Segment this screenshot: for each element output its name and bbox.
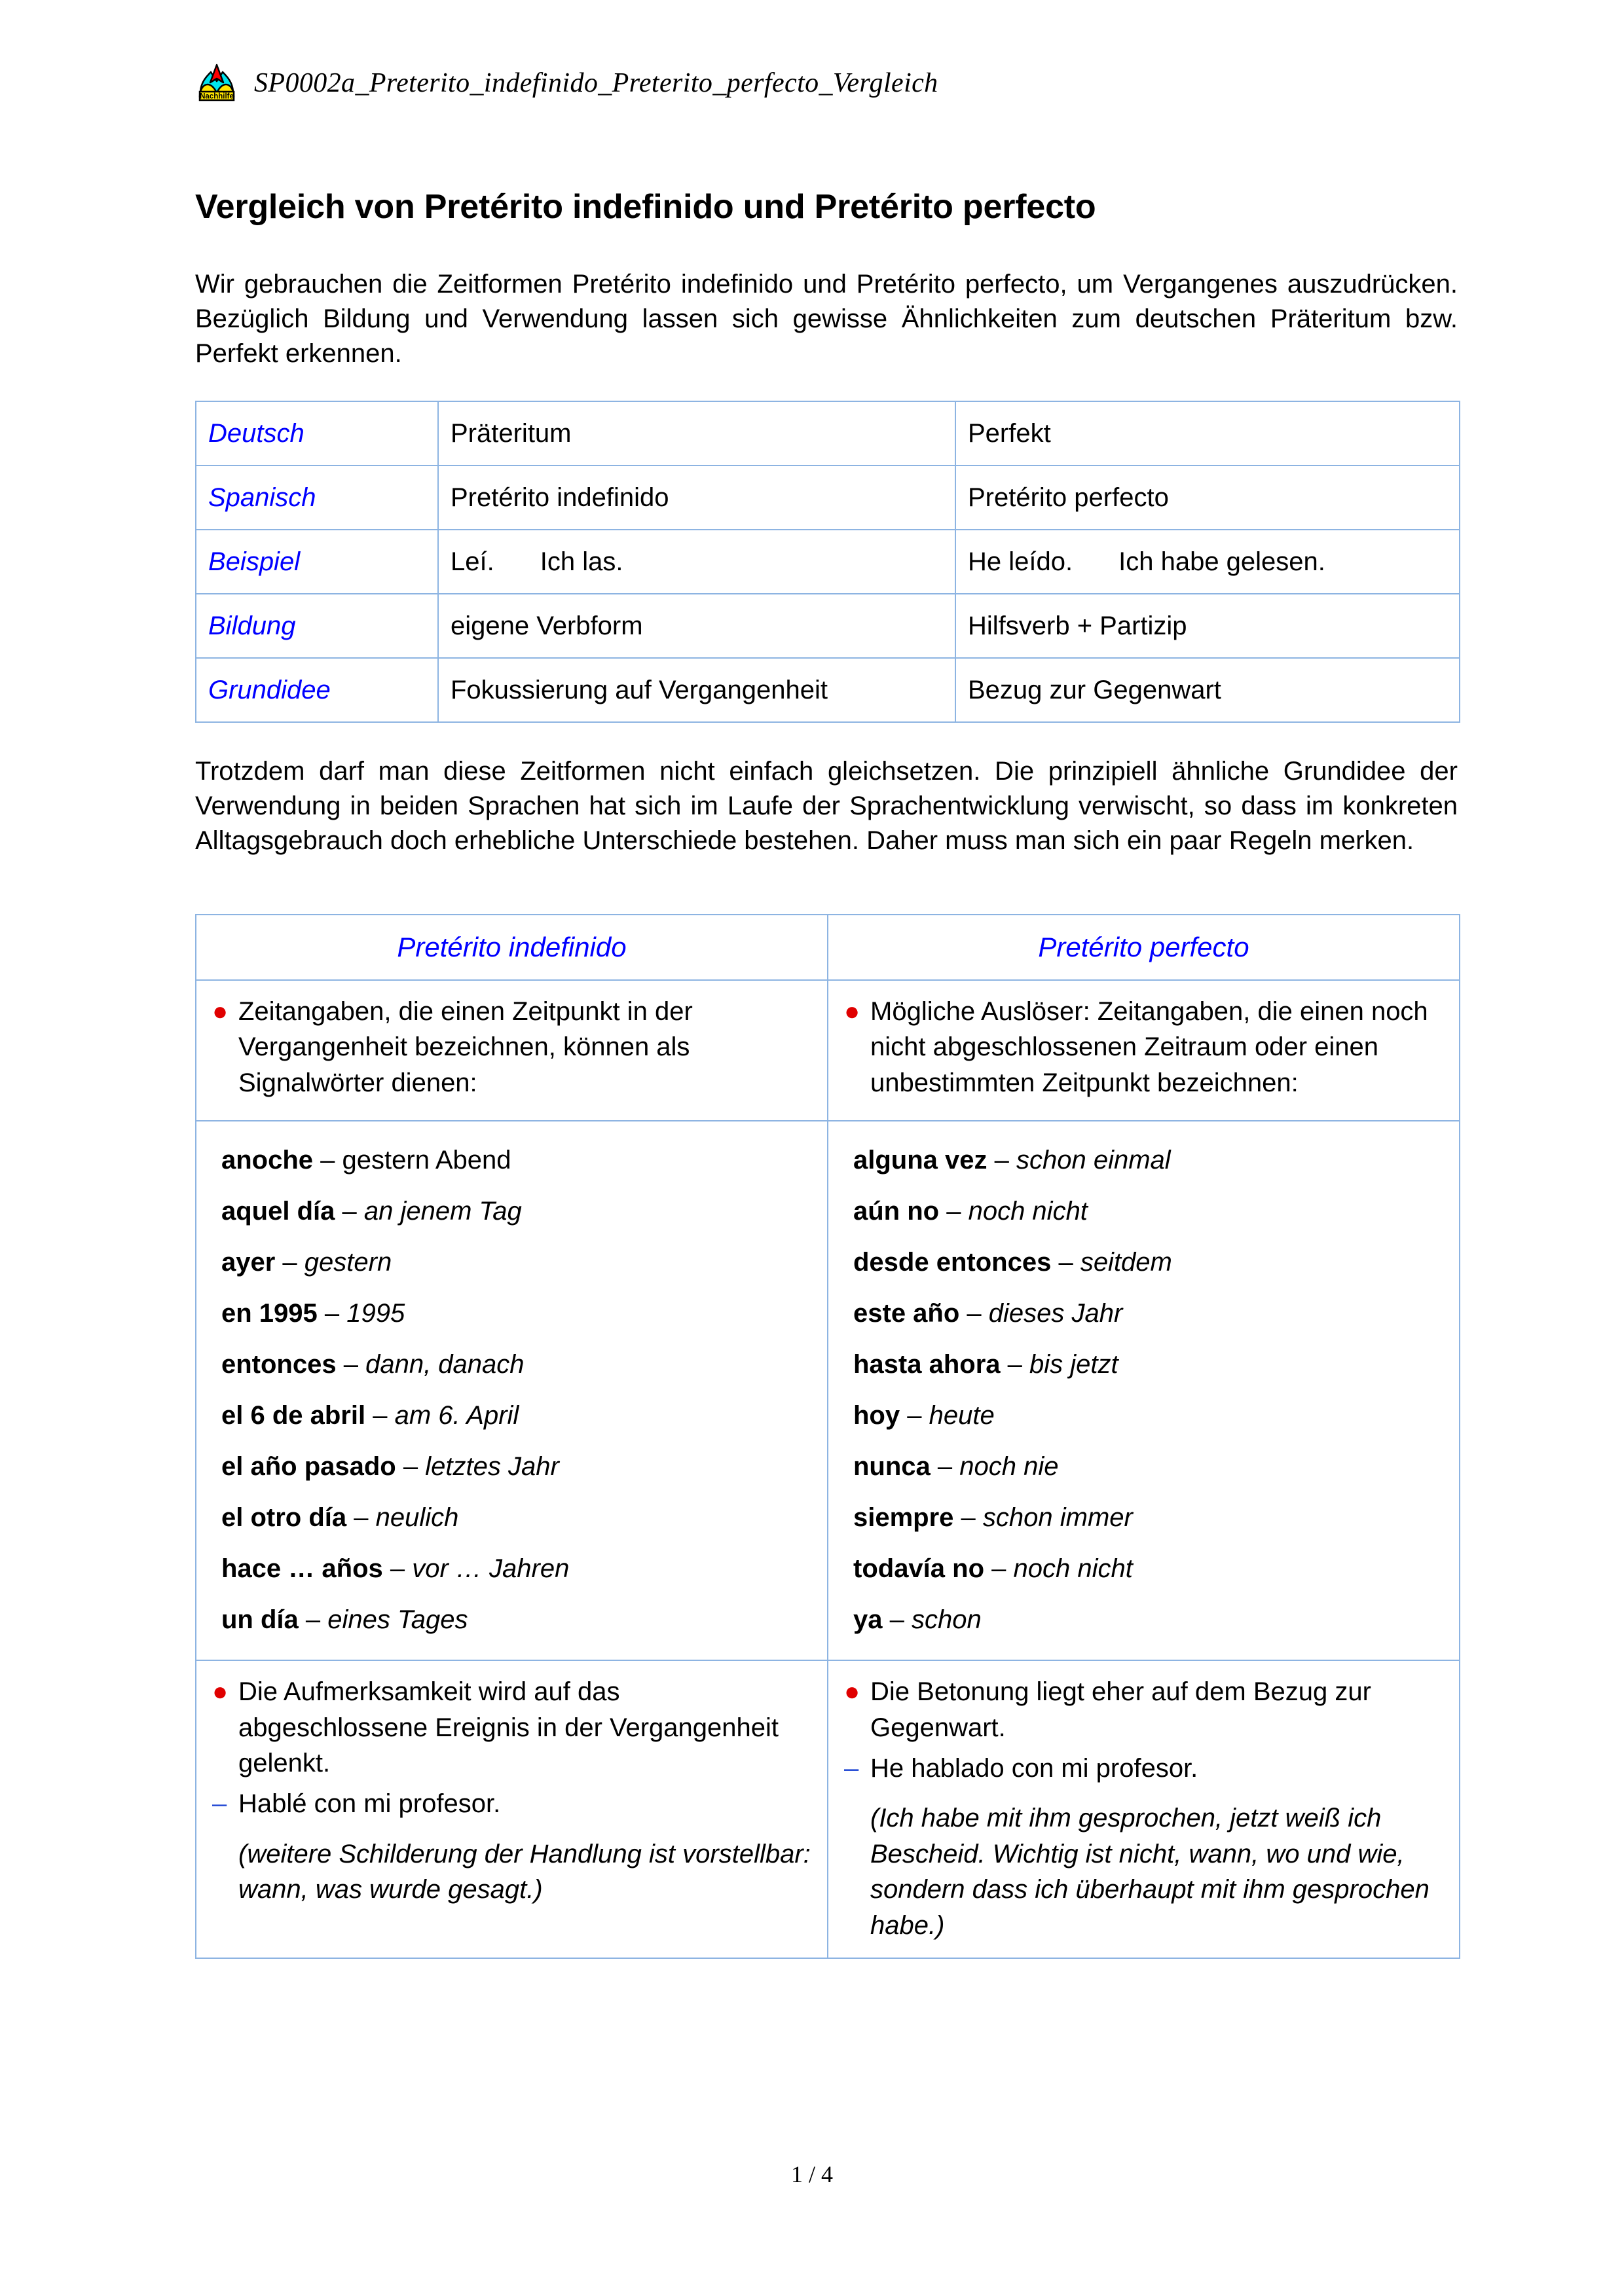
list-item: [210, 994, 814, 1101]
vocab-german: an jenem Tag: [363, 1197, 522, 1226]
blue-dash-bullet-icon: –: [212, 1789, 227, 1819]
vocab-german: neulich: [375, 1503, 459, 1533]
vocab-separator: –: [900, 1401, 929, 1430]
vocabulary-list-perfecto: [841, 1135, 1446, 1645]
conclusion-cell-left: [196, 1660, 828, 1958]
cell-indefinido: Präteritum: [438, 401, 955, 465]
vocab-spanish: todavía no: [853, 1554, 985, 1584]
row-label: Deutsch: [208, 419, 304, 448]
vocabulary-item: [853, 1543, 1446, 1594]
vocab-german: schon einmal: [1016, 1146, 1171, 1175]
vocab-separator: –: [396, 1452, 426, 1482]
vocabulary-item: [221, 1492, 814, 1543]
table-row: [196, 465, 1460, 530]
vocabulary-item: [853, 1135, 1446, 1186]
mountain-logo-icon: [196, 63, 237, 103]
vocab-spanish: ya: [853, 1605, 883, 1635]
vocab-german: gestern Abend: [342, 1146, 511, 1175]
row-label-cell: [196, 401, 438, 465]
row-label: Beispiel: [208, 547, 301, 576]
header-document-name: SP0002a_Preterito_indefinido_Preterito_perfecto_Vergleich: [254, 68, 938, 98]
example-text: Hablé con mi profesor.: [238, 1789, 501, 1819]
vocab-spanish: en 1995: [221, 1299, 318, 1328]
vocab-separator: –: [335, 1197, 364, 1226]
vocab-german: dann, danach: [365, 1350, 525, 1379]
vocabulary-item: [221, 1543, 814, 1594]
vocab-spanish: hace … años: [221, 1554, 383, 1584]
red-dot-bullet-icon: ●: [844, 997, 860, 1026]
table-row-intro-bullets: [196, 980, 1460, 1121]
list-item-example: [210, 1786, 814, 1821]
vocab-spanish: este año: [853, 1299, 960, 1328]
vocabulary-item: [853, 1237, 1446, 1288]
list-item: [841, 1674, 1446, 1745]
row-label-cell: [196, 658, 438, 722]
cell-indefinido: eigene Verbform: [438, 594, 955, 658]
explanatory-note: (weitere Schilderung der Handlung ist vorstellbar: wann, was wurde gesagt.): [238, 1839, 811, 1904]
list-item-example: [841, 1751, 1446, 1786]
header-label-indefinido: Pretérito indefinido: [397, 931, 627, 962]
cell-perfecto: Pretérito perfecto: [955, 465, 1460, 530]
table-row: [196, 530, 1460, 594]
vocab-german: seitdem: [1080, 1248, 1172, 1277]
middle-paragraph: Trotzdem darf man diese Zeitformen nicht einfach gleichsetzen. Die prinzipiell ähnliche Grundidee der Verwendung in beiden Sprachen hat sich im Laufe der Sprachentwicklung verwischt, so dass im konkreten Alltagsgebrauch doch erhebliche Unterschiede bestehen. Daher muss man sich ein paar Regeln merken.: [195, 757, 1458, 856]
vocab-separator: –: [959, 1299, 989, 1328]
explanatory-note: (Ich habe mit ihm gesprochen, jetzt weiß ich Bescheid. Wichtig ist nicht, wann, wo und wie, sondern dass ich überhaupt mit ihm gesprochen habe.): [870, 1804, 1430, 1940]
vocab-german: schon immer: [982, 1503, 1133, 1533]
cell-indefinido: Pretérito indefinido: [438, 465, 955, 530]
vocab-separator: –: [953, 1503, 983, 1533]
vocabulary-item: [853, 1441, 1446, 1492]
vocabulary-item: [853, 1339, 1446, 1390]
vocabulary-item: [221, 1135, 814, 1186]
vocab-spanish: un día: [221, 1605, 299, 1635]
list-item: [841, 994, 1446, 1101]
bullet-list: [841, 1674, 1446, 1786]
cell-perfecto: Bezug zur Gegenwart: [955, 658, 1460, 722]
vocab-german: eines Tages: [327, 1605, 468, 1635]
conclusion-cell-right: [828, 1660, 1460, 1958]
table-header-row: [196, 915, 1460, 980]
red-dot-bullet-icon: ●: [212, 1677, 229, 1707]
cell-perfecto: Perfekt: [955, 401, 1460, 465]
table-row: [196, 658, 1460, 722]
vocab-separator: –: [382, 1554, 413, 1584]
example-spanish: He leído.: [968, 547, 1073, 576]
row-label: Grundidee: [208, 676, 331, 704]
vocab-german: 1995: [346, 1299, 405, 1328]
vocab-separator: –: [882, 1605, 912, 1635]
vocab-spanish: hoy: [853, 1401, 900, 1430]
header-cell-indefinido: [196, 915, 828, 980]
vocab-spanish: aquel día: [221, 1197, 335, 1226]
vocabulary-list-indefinido: [210, 1135, 814, 1645]
cell-perfecto: Hilfsverb + Partizip: [955, 594, 1460, 658]
vocab-spanish: alguna vez: [853, 1146, 987, 1175]
row-label: Spanisch: [208, 483, 316, 512]
intro-paragraph: Wir gebrauchen die Zeitformen Pretérito indefinido und Pretérito perfecto, um Vergangenes auszudrücken. Bezüglich Bildung und Verwendung lassen sich gewisse Ähnlichkeiten zum deutschen Präteritum bzw. Perfekt erkennen.: [195, 270, 1458, 369]
cell-indefinido-example: [438, 530, 955, 594]
list-item: [210, 1674, 814, 1781]
vocab-spanish: nunca: [853, 1452, 931, 1482]
row-label: Bildung: [208, 611, 296, 640]
cell-indefinido: Fokussierung auf Vergangenheit: [438, 658, 955, 722]
vocab-german: gestern: [304, 1248, 392, 1277]
bullet-list: [210, 1674, 814, 1822]
vocab-german: bis jetzt: [1029, 1350, 1118, 1379]
vocab-separator: –: [346, 1503, 376, 1533]
vocab-separator: –: [275, 1248, 304, 1277]
vocabulary-item: [221, 1288, 814, 1339]
vocab-spanish: hasta ahora: [853, 1350, 1001, 1379]
vocab-spanish: siempre: [853, 1503, 954, 1533]
vocabulary-item: [221, 1237, 814, 1288]
bullet-text: Mögliche Auslöser: Zeitangaben, die einen noch nicht abgeschlossenen Zeitraum oder einen unbestimmten Zeitpunkt bezeichnen:: [870, 997, 1428, 1097]
example-spanish: Leí.: [451, 547, 494, 576]
red-dot-bullet-icon: ●: [212, 997, 229, 1026]
blue-dash-bullet-icon: –: [844, 1753, 859, 1783]
vocabulary-item: [221, 1390, 814, 1441]
vocab-separator: –: [317, 1299, 347, 1328]
vocabulary-item: [853, 1288, 1446, 1339]
vocab-cell-left: [196, 1121, 828, 1660]
vocab-german: noch nie: [959, 1452, 1059, 1482]
bullet-text: Zeitangaben, die einen Zeitpunkt in der Vergangenheit bezeichnen, können als Signalwörter dienen:: [238, 997, 693, 1097]
page-title: Vergleich von Pretérito indefinido und Pretérito perfecto: [195, 188, 1096, 226]
vocab-german: vor … Jahren: [412, 1554, 570, 1584]
row-label-cell: [196, 530, 438, 594]
svg-text:Nachhilfe: Nachhilfe: [200, 92, 234, 101]
rules-table: [195, 914, 1460, 1959]
vocab-separator: –: [987, 1146, 1016, 1175]
vocab-separator: –: [939, 1197, 969, 1226]
intro-bullet-cell-right: [828, 980, 1460, 1121]
vocabulary-item: [853, 1492, 1446, 1543]
vocab-separator: –: [1051, 1248, 1080, 1277]
vocab-separator: –: [1000, 1350, 1030, 1379]
page-number: 1 / 4: [790, 2161, 833, 2187]
vocab-separator: –: [365, 1401, 395, 1430]
vocab-spanish: anoche: [221, 1146, 314, 1175]
vocab-cell-right: [828, 1121, 1460, 1660]
vocab-german: dieses Jahr: [988, 1299, 1123, 1328]
example-german: Ich las.: [540, 547, 623, 576]
vocabulary-item: [853, 1594, 1446, 1645]
vocab-german: am 6. April: [394, 1401, 519, 1430]
vocab-german: noch nicht: [968, 1197, 1088, 1226]
row-label-cell: [196, 594, 438, 658]
vocab-separator: –: [313, 1146, 342, 1175]
vocab-spanish: desde entonces: [853, 1248, 1052, 1277]
vocab-german: schon: [911, 1605, 982, 1635]
header-cell-perfecto: [828, 915, 1460, 980]
example-text: He hablado con mi profesor.: [870, 1753, 1198, 1783]
vocab-separator: –: [984, 1554, 1014, 1584]
bullet-list: [210, 994, 814, 1101]
header-label-perfecto: Pretérito perfecto: [1038, 931, 1249, 962]
vocab-german: letztes Jahr: [425, 1452, 559, 1482]
comparison-table: [195, 401, 1460, 723]
vocabulary-item: [221, 1441, 814, 1492]
bullet-list: [841, 994, 1446, 1101]
vocabulary-item: [853, 1186, 1446, 1237]
vocab-spanish: entonces: [221, 1350, 337, 1379]
table-row: [196, 594, 1460, 658]
table-row-conclusion: [196, 1660, 1460, 1958]
cell-perfecto-example: [955, 530, 1460, 594]
vocab-german: heute: [929, 1401, 995, 1430]
red-dot-bullet-icon: ●: [844, 1677, 860, 1707]
bullet-text: Die Betonung liegt eher auf dem Bezug zur Gegenwart.: [870, 1677, 1371, 1742]
vocab-separator: –: [336, 1350, 366, 1379]
intro-bullet-cell-left: [196, 980, 828, 1121]
table-row-vocabulary: [196, 1121, 1460, 1660]
row-label-cell: [196, 465, 438, 530]
vocabulary-item: [221, 1339, 814, 1390]
vocabulary-item: [221, 1186, 814, 1237]
vocab-spanish: ayer: [221, 1248, 276, 1277]
vocab-spanish: aún no: [853, 1197, 940, 1226]
example-german: Ich habe gelesen.: [1118, 547, 1325, 576]
vocab-separator: –: [298, 1605, 328, 1635]
vocab-spanish: el otro día: [221, 1503, 347, 1533]
vocab-spanish: el año pasado: [221, 1452, 396, 1482]
vocab-german: noch nicht: [1013, 1554, 1133, 1584]
vocab-separator: –: [930, 1452, 960, 1482]
vocabulary-item: [853, 1390, 1446, 1441]
bullet-text: Die Aufmerksamkeit wird auf das abgeschlossene Ereignis in der Vergangenheit gelenkt.: [238, 1677, 779, 1777]
vocabulary-item: [221, 1594, 814, 1645]
table-row: [196, 401, 1460, 465]
document-header: [196, 63, 938, 103]
vocab-spanish: el 6 de abril: [221, 1401, 366, 1430]
